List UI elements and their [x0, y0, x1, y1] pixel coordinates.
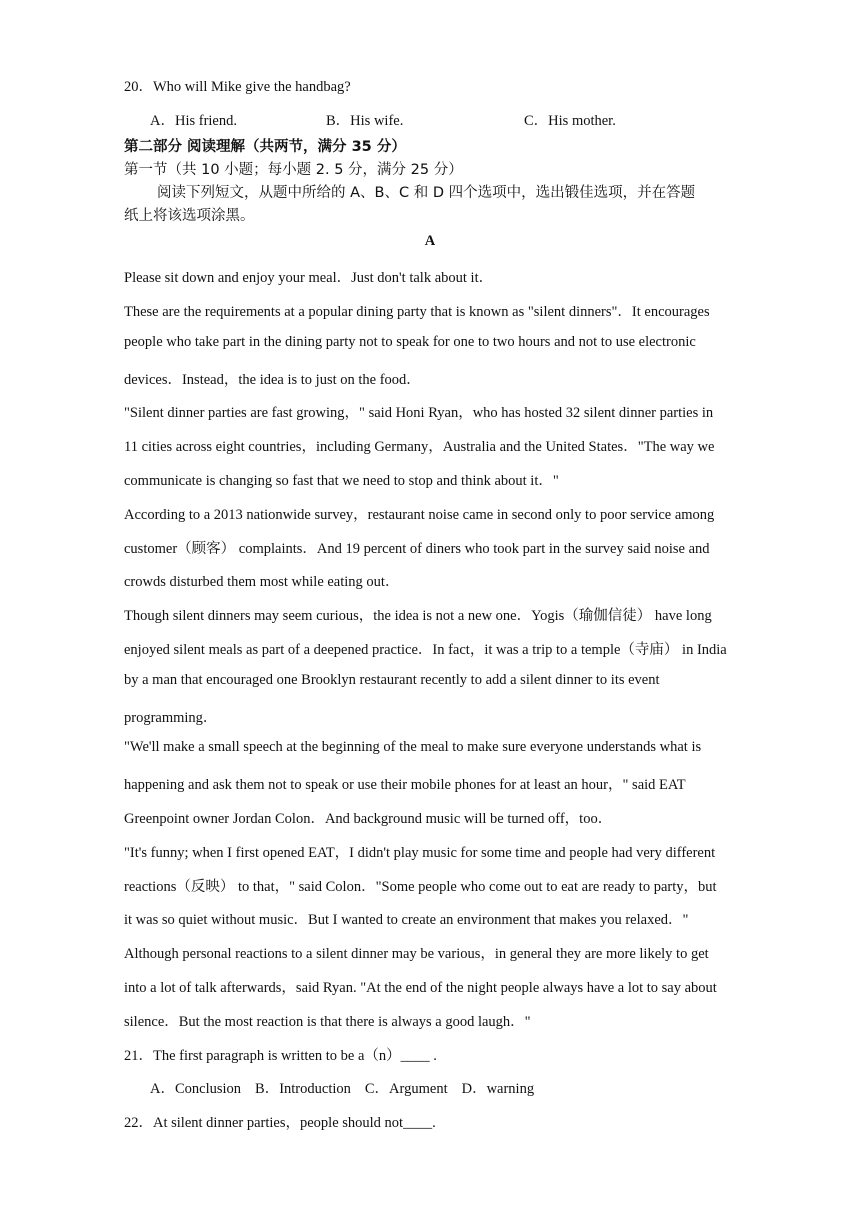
passage-line: into a lot of talk afterwards，said Ryan. "At the end of the night people always have a lot to say about [124, 980, 717, 996]
passage-line: Please sit down and enjoy your meal．Just don't talk about it． [124, 270, 494, 286]
section-subtitle: 第一节（共 10 小题；每小题 2. 5 分，满分 25 分） [124, 162, 463, 178]
question-21-stem: 21．The first paragraph is written to be a（n）____ . [124, 1048, 437, 1064]
passage-line: silence．But the most reaction is that there is always a good laugh．" [124, 1014, 531, 1030]
passage-line: "Silent dinner parties are fast growing，" said Honi Ryan，who has hosted 32 silent dinner parties in [124, 405, 714, 421]
passage-line: it was so quiet without music．But I wanted to create an environment that makes you relaxed．" [124, 912, 689, 928]
question-22-stem: 22．At silent dinner parties，people should not____. [124, 1115, 436, 1131]
question-21-options [150, 1077, 548, 1098]
question-20-stem: 20．Who will Mike give the handbag? [124, 79, 351, 95]
passage-line: by a man that encouraged one Brooklyn restaurant recently to add a silent dinner to its event [124, 672, 660, 688]
passage-line: Greenpoint owner Jordan Colon．And background music will be turned off，too． [124, 811, 613, 827]
passage-line: enjoyed silent meals as part of a deepened practice．In fact，it was a trip to a temple（寺庙） in India [124, 642, 727, 658]
passage-line: "It's funny; when I first opened EAT，I didn't play music for some time and people had very different [124, 845, 716, 861]
passage-line: "We'll make a small speech at the beginning of the meal to make sure everyone understands what is [124, 739, 702, 755]
section-instructions-line-2: 纸上将该选项涂黑。 [124, 208, 255, 224]
question-21-option-a: A．Conclusion [150, 1081, 242, 1097]
question-20-option-b: B．His wife. [326, 113, 404, 129]
passage-line: customer（顾客） complaints．And 19 percent of diners who took part in the survey said noise and [124, 541, 710, 557]
passage-line: These are the requirements at a popular dining party that is known as "silent dinners"．It encourages [124, 304, 710, 320]
passage-letter: A [424, 233, 436, 249]
passage-line: devices．Instead，the idea is to just on the food． [124, 372, 421, 388]
passage-line: happening and ask them not to speak or use their mobile phones for at least an hour，" said EAT [124, 777, 686, 793]
passage-line: reactions（反映） to that，" said Colon．"Some people who come out to eat are ready to party，but [124, 879, 717, 895]
passage-line: communicate is changing so fast that we need to stop and think about it．" [124, 473, 559, 489]
question-20-option-c: C．His mother. [524, 113, 616, 129]
passage-line: Though silent dinners may seem curious，the idea is not a new one．Yogis（瑜伽信徒） have long [124, 608, 712, 624]
question-20-option-a: A．His friend. [150, 113, 237, 129]
passage-line: 11 cities across eight countries，including Germany，Australia and the United States．"The way we [124, 439, 715, 455]
passage-line: Although personal reactions to a silent dinner may be various，in general they are more likely to get [124, 946, 709, 962]
question-21-option-b: B．Introduction [255, 1081, 351, 1097]
section-instructions-line-1: 阅读下列短文，从题中所给的 A、B、C 和 D 四个选项中，选出锻佳选项，并在答题 [157, 185, 696, 201]
passage-line: According to a 2013 nationwide survey，restaurant noise came in second only to poor service among [124, 507, 715, 523]
question-21-option-d: D．warning [461, 1081, 535, 1097]
passage-line: crowds disturbed them most while eating out． [124, 574, 400, 590]
passage-line: people who take part in the dining party not to speak for one to two hours and not to use electronic [124, 334, 696, 350]
passage-line: programming． [124, 710, 218, 726]
question-21-option-c: C．Argument [364, 1081, 448, 1097]
section-title: 第二部分 阅读理解（共两节，满分 35 分） [124, 139, 406, 155]
